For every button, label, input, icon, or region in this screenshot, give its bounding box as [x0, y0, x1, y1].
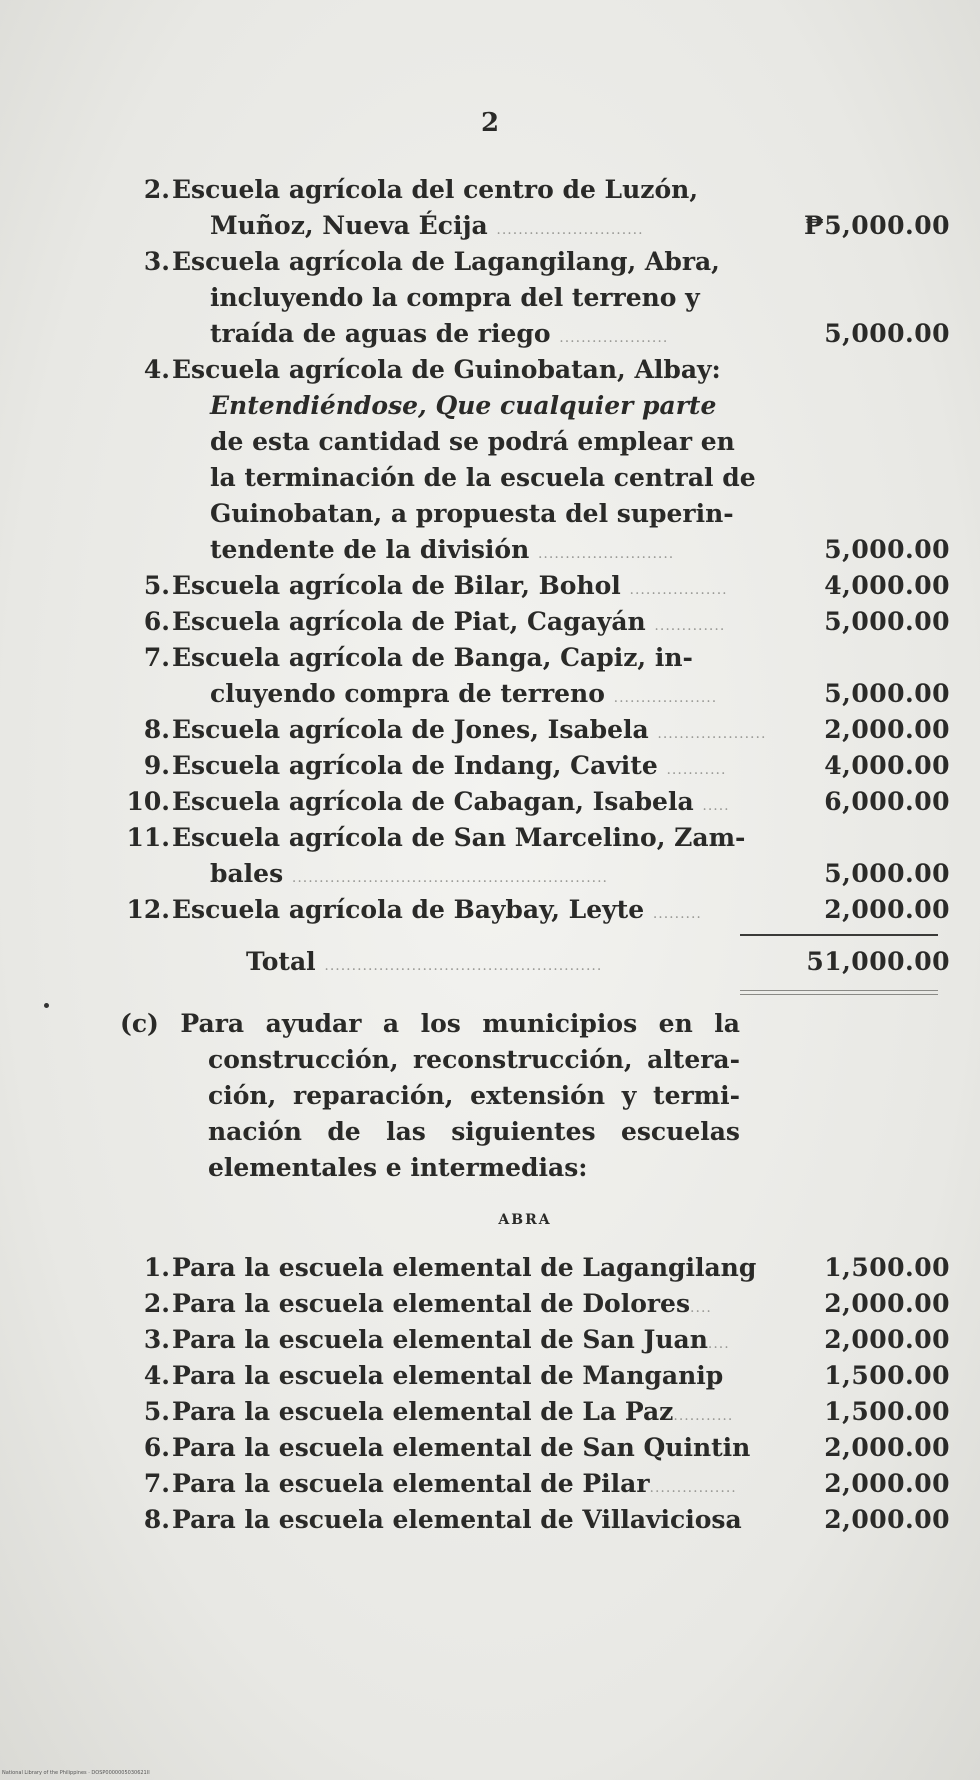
item-number: 4.	[143, 1361, 170, 1390]
item-text	[172, 640, 732, 716]
item-amount: 1,500.00	[824, 1253, 950, 1282]
item-number: 7.	[143, 1469, 170, 1498]
item-text	[172, 820, 746, 896]
item-text	[172, 712, 767, 752]
item-line: Escuela agrícola de San Marcelino, Zam-	[172, 823, 746, 852]
item-line: Escuela agrícola de Cabagan, Isabela .....	[172, 787, 730, 816]
item-number: 12.	[126, 895, 170, 924]
item-amount: 2,000.00	[824, 1289, 950, 1318]
item-amount: 2,000.00	[824, 1505, 950, 1534]
item-text	[172, 1286, 732, 1326]
page-number: 2	[480, 108, 500, 138]
item-amount: 2,000.00	[824, 895, 950, 924]
item-number: 6.	[143, 607, 170, 636]
item-number: 5.	[143, 1397, 170, 1426]
item-number: 4.	[143, 355, 170, 384]
margin-mark	[44, 1003, 49, 1008]
total-text	[246, 944, 806, 984]
item-line: Para la escuela elemental de Villaviciosa	[172, 1505, 742, 1534]
item-number: 10.	[126, 787, 170, 816]
item-number: 8.	[143, 715, 170, 744]
item-number: 7.	[143, 643, 170, 672]
item-text	[172, 244, 732, 356]
item-text	[172, 1502, 742, 1538]
item-number: 2.	[143, 1289, 170, 1318]
total-rule-bottom-2	[740, 994, 938, 995]
paragraph-line: construcción, reconstrucción, altera-	[208, 1045, 740, 1074]
item-line: Guinobatan, a propuesta del superin-	[210, 499, 734, 528]
total-line: Total ...................................................	[246, 947, 603, 976]
paragraph-line: ción, reparación, extensión y termi-	[208, 1081, 740, 1110]
item-number: 3.	[143, 247, 170, 276]
item-line: Escuela agrícola de Baybay, Leyte .........	[172, 895, 702, 924]
scan-footer: National Library of the Philippines · DOSP0000005030621II	[2, 1770, 150, 1776]
item-text	[172, 1358, 732, 1394]
item-number: 1.	[143, 1253, 170, 1282]
item-number: 3.	[143, 1325, 170, 1354]
item-line: Escuela agrícola del centro de Luzón,	[172, 175, 699, 204]
item-line: la terminación de la escuela central de	[210, 463, 756, 492]
item-text	[172, 1322, 732, 1362]
item-line: de esta cantidad se podrá emplear en	[210, 427, 735, 456]
item-number: 11.	[126, 823, 170, 852]
item-line: tendente de la división .........................	[210, 535, 675, 564]
item-amount: 5,000.00	[824, 679, 950, 708]
paragraph-line: nación de las siguientes escuelas	[208, 1117, 740, 1146]
total-rule-bottom-1	[740, 990, 938, 991]
item-amount: 5,000.00	[824, 607, 950, 636]
item-text	[172, 748, 732, 788]
item-number: 6.	[143, 1433, 170, 1462]
item-text	[172, 352, 756, 572]
item-amount: 2,000.00	[824, 1433, 950, 1462]
item-line: Para la escuela elemental de Pilar................	[172, 1469, 737, 1498]
item-line: Escuela agrícola de Guinobatan, Albay:	[172, 355, 721, 384]
item-line: Escuela agrícola de Bilar, Bohol ..................	[172, 571, 728, 600]
paragraph-line: elementales e intermedias:	[208, 1153, 588, 1182]
item-text	[172, 784, 732, 824]
item-number: 9.	[143, 751, 170, 780]
total-rule-top	[740, 934, 938, 936]
item-amount: 2,000.00	[824, 1469, 950, 1498]
item-line: Escuela agrícola de Jones, Isabela ....................	[172, 715, 767, 744]
item-line: Muñoz, Nueva Écija ...........................	[210, 211, 644, 240]
item-amount: 4,000.00	[824, 571, 950, 600]
item-number: 8.	[143, 1505, 170, 1534]
item-line: Para la escuela elemental de San Juan....	[172, 1325, 730, 1354]
item-line: Entendiéndose, Que cualquier parte	[210, 391, 717, 420]
item-text	[172, 1394, 732, 1434]
item-number: 5.	[143, 571, 170, 600]
item-text	[172, 1430, 751, 1466]
item-line: cluyendo compra de terreno ...................	[210, 679, 718, 708]
paragraph-c	[120, 1006, 740, 1186]
item-line: Para la escuela elemental de San Quintin	[172, 1433, 751, 1462]
item-text	[172, 568, 732, 608]
item-text	[172, 1466, 737, 1506]
item-line: Para la escuela elemental de La Paz...........	[172, 1397, 734, 1426]
item-line: bales ..........................................................	[210, 859, 609, 888]
item-amount: 5,000.00	[824, 535, 950, 564]
item-amount: 2,000.00	[824, 1325, 950, 1354]
item-line: traída de aguas de riego ....................	[210, 319, 669, 348]
item-amount: 1,500.00	[824, 1397, 950, 1426]
item-text	[172, 892, 732, 932]
item-text	[172, 1250, 757, 1286]
item-line: Escuela agrícola de Indang, Cavite ...........	[172, 751, 727, 780]
item-line: Escuela agrícola de Piat, Cagayán .............	[172, 607, 726, 636]
item-line: Para la escuela elemental de Manganip	[172, 1361, 724, 1390]
item-amount: 2,000.00	[824, 715, 950, 744]
paragraph-line: (c) Para ayudar a los municipios en la	[120, 1009, 740, 1038]
item-text	[172, 172, 732, 248]
item-amount: 1,500.00	[824, 1361, 950, 1390]
item-amount: ₱5,000.00	[803, 211, 950, 240]
item-amount: 6,000.00	[824, 787, 950, 816]
total-amount: 51,000.00	[806, 947, 950, 976]
item-line: Escuela agrícola de Lagangilang, Abra,	[172, 247, 720, 276]
item-line: Para la escuela elemental de Dolores....	[172, 1289, 712, 1318]
item-number: 2.	[143, 175, 170, 204]
item-line: Para la escuela elemental de Lagangilang	[172, 1253, 757, 1282]
item-amount: 4,000.00	[824, 751, 950, 780]
item-amount: 5,000.00	[824, 319, 950, 348]
item-line: Escuela agrícola de Banga, Capiz, in-	[172, 643, 693, 672]
item-line: incluyendo la compra del terreno y	[210, 283, 700, 312]
item-amount: 5,000.00	[824, 859, 950, 888]
section-heading: ABRA	[498, 1212, 552, 1228]
item-text	[172, 604, 732, 644]
